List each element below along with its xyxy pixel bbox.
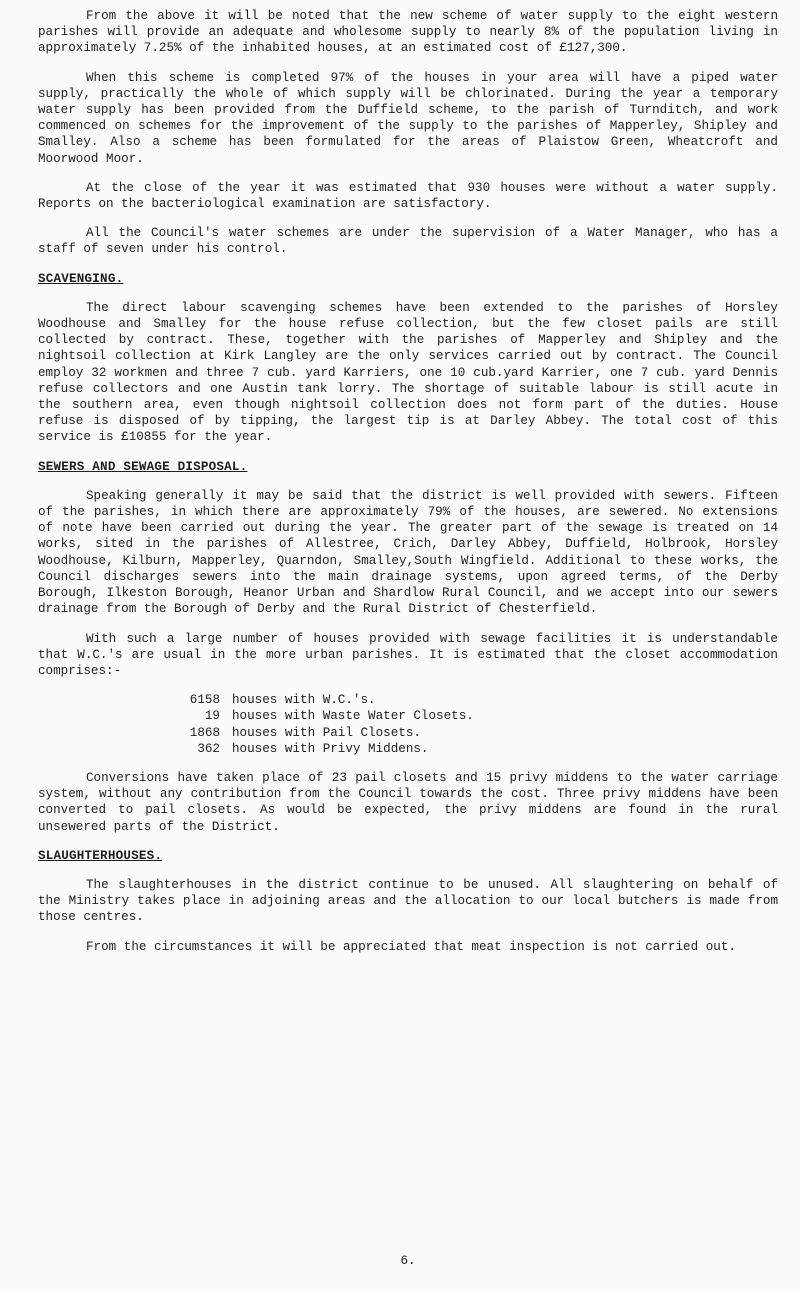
list-item: [176, 708, 778, 724]
heading-sewers: SEWERS AND SEWAGE DISPOSAL.: [38, 459, 248, 474]
paragraph-scheme-completion: When this scheme is completed 97% of the houses in your area will have a piped water supply, practically the whole of which supply will be chlorinated. During the year a temporary water supply has been provided from the Duffield scheme, to the parish of Turnditch, and work commenced on schemes for the improvement of the supply to the parishes of Mapperley, Shipley and Smalley. Also a scheme has been formulated for the areas of Plaistow Green, Wheatcroft and Moorwood Moor.: [38, 70, 778, 166]
list-count: 1868: [189, 725, 220, 740]
paragraph-conversions: Conversions have taken place of 23 pail closets and 15 privy middens to the water carriage system, without any contribution from the Council towards the cost. Three privy middens have been converted to pail closets. As would be expected, the privy middens are found in the rural unsewered parts of the District.: [38, 770, 778, 834]
list-item: [176, 741, 778, 757]
list-label: houses with Pail Closets.: [232, 725, 421, 740]
list-label: houses with Waste Water Closets.: [232, 709, 474, 724]
paragraph-water-scheme: From the above it will be noted that the new scheme of water supply to the eight western parishes will provide an adequate and wholesome supply to nearly 8% of the population living in approximately 7.25% of the inhabited houses, at an estimated cost of £127,300.: [38, 9, 778, 56]
paragraph-closet-accommodation: With such a large number of houses provided with sewage facilities it is understandable that W.C.'s are usual in the more urban parishes. It is estimated that the closet accommodation comprises:-: [38, 631, 778, 678]
list-count: 6158: [189, 693, 220, 708]
page-number: 6.: [400, 1254, 416, 1268]
heading-slaughterhouses: SLAUGHTERHOUSES.: [38, 848, 163, 863]
paragraph-sewers: Speaking generally it may be said that the district is well provided with sewers. Fifteen of the parishes, in which there are approximately 79% of the houses, are sewered. No extensions of note have been carried out during the year. The greater part of the sewage is treated on 14 works, sited in the parishes of Allestree, Crich, Darley Abbey, Duffield, Holbrook, Horsley Woodhouse, Kilburn, Mapperley, Quarndon, Smalley,South Wingfield. Additional to these works, the Council discharges sewers into the main drainage systems, upon agreed terms, of the Derby Borough, Ilkeston Borough, Heanor Urban and Shardlow Rural Council, and we accept into our sewers drainage from the Borough of Derby and the Rural District of Chesterfield.: [38, 488, 778, 617]
closet-list: [38, 692, 778, 757]
paragraph-scavenging: The direct labour scavenging schemes have been extended to the parishes of Horsley Woodhouse and Smalley for the house refuse collection, but the few closet pails are still collected by contract. These, together with the parishes of Mapperley and Shipley and the nightsoil collection at Kirk Langley are the only services carried out by contract. The Council employ 32 workmen and three 7 cub. yard Karriers, one 10 cub.yard Karrier, one 7 cub. yard Dennis refuse collectors and one Austin tank lorry. The shortage of suitable labour is still acute in the southern area, even though nightsoil collection does not form part of the duties. House refuse is disposed of by tipping, the largest tip is at Darley Abbey. The total cost of this service is £10855 for the year.: [38, 300, 778, 445]
list-label: houses with Privy Middens.: [232, 741, 429, 756]
list-item: [176, 725, 778, 741]
list-label: houses with W.C.'s.: [232, 693, 376, 708]
document-page: [38, 8, 778, 1268]
paragraph-meat-inspection: From the circumstances it will be appreciated that meat inspection is not carried out.: [86, 939, 736, 954]
paragraph-water-manager: All the Council's water schemes are under the supervision of a Water Manager, who has a staff of seven under his control.: [38, 226, 778, 257]
list-count: 19: [204, 709, 220, 724]
list-count: 362: [197, 741, 220, 756]
list-item: [176, 692, 778, 708]
paragraph-slaughterhouses: The slaughterhouses in the district continue to be unused. All slaughtering on behalf of the Ministry takes place in adjoining areas and the allocation to our local butchers is made from those centres.: [38, 877, 778, 925]
heading-scavenging: SCAVENGING.: [38, 271, 124, 286]
paragraph-houses-without-water: At the close of the year it was estimated that 930 houses were without a water supply. Reports on the bacteriological examination are satisfactory.: [38, 180, 778, 212]
